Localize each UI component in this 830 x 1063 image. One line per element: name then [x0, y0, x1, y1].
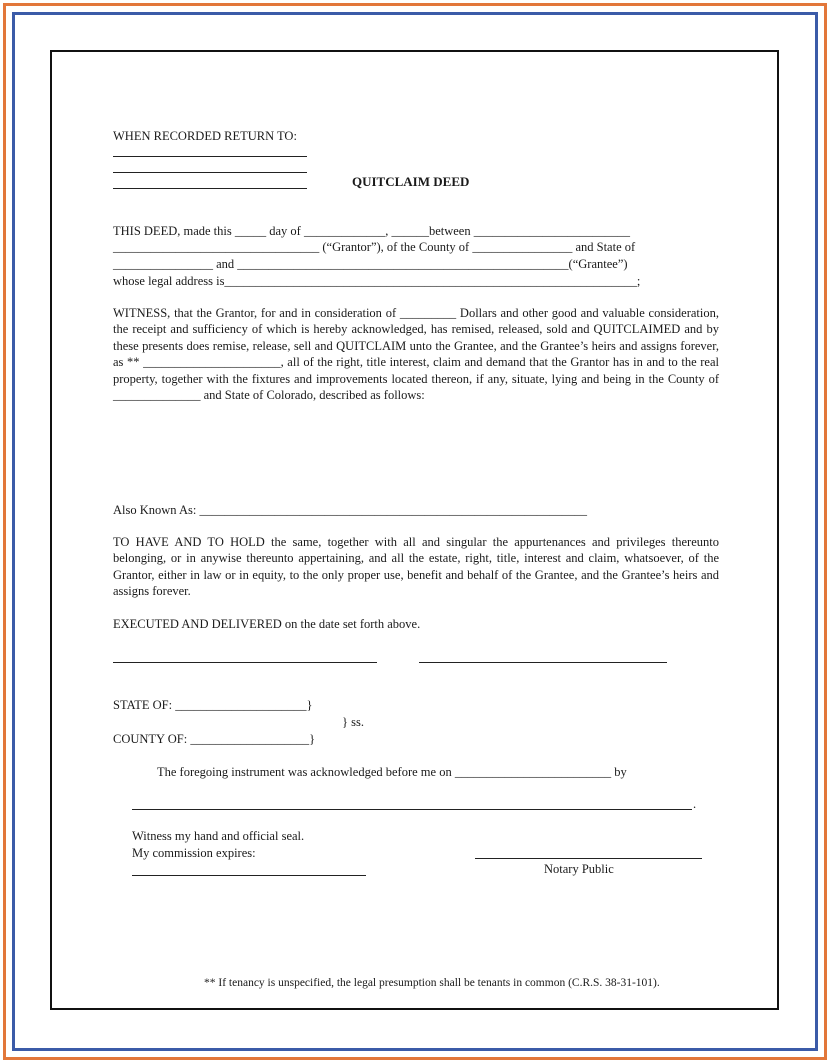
- return-to-line-2: [113, 172, 307, 173]
- executed-line: EXECUTED AND DELIVERED on the date set forth above.: [113, 617, 421, 631]
- state-line: STATE OF: _____________________}: [113, 698, 313, 712]
- tenancy-footnote: ** If tenancy is unspecified, the legal presumption shall be tenants in common (C.R.S. 38-31-101).: [204, 977, 660, 989]
- grantor-signature-line-1: [113, 662, 377, 663]
- return-to-line-3: [113, 188, 307, 189]
- deed-line-2: _________________________________ (“Grantor”), of the County of ________________ and State of: [113, 240, 636, 254]
- commission-expires-line: [132, 875, 366, 876]
- notary-signature-line: [475, 858, 702, 859]
- return-to-line-1: [113, 156, 307, 157]
- commission-expires-label: My commission expires:: [132, 846, 256, 860]
- deed-line-4: whose legal address is__________________________________________________________________;: [113, 274, 641, 288]
- witness-paragraph: WITNESS, that the Grantor, for and in consideration of _________ Dollars and other good and valuable consideration, the receipt and sufficiency of which is hereby acknowledged, has remised, released, sold and QUITCLAIMED and by these presents does remise, release, sell and QUITCLAIM unto the Grantee, and the Grantee’s heirs and assigns forever, as ** ______________________, all of the right, title interest, claim and demand that the Grantor has in and to the real property, together with the fixtures and improvements located thereon, if any, situate, lying and being in the County of ______________ and State of Colorado, described as follows:: [113, 306, 719, 403]
- deed-line-1: THIS DEED, made this _____ day of _____________, ______between _________________________: [113, 224, 630, 238]
- return-to-label: WHEN RECORDED RETURN TO:: [113, 129, 297, 143]
- county-line: COUNTY OF: ___________________}: [113, 732, 316, 746]
- grantor-signature-line-2: [419, 662, 667, 663]
- habendum-paragraph: TO HAVE AND TO HOLD the same, together with all and singular the appurtenances and privileges thereunto belonging, or in anywise thereunto appertaining, and all the estate, right, title, interest and claim, whatsoever, of the Grantor, either in law or in equity, to the only proper use, benefit and behalf of the Grantee, and the Grantee’s heirs and assigns forever.: [113, 535, 719, 599]
- deed-line-3: ________________ and _____________________________________________________(“Grantee”): [113, 257, 628, 271]
- acknowledged-line: The foregoing instrument was acknowledged before me on _________________________ by: [157, 765, 627, 779]
- witness-hand-seal: Witness my hand and official seal.: [132, 829, 305, 843]
- notary-public-label: Notary Public: [544, 862, 614, 876]
- document-title: QUITCLAIM DEED: [352, 174, 470, 189]
- acknowledged-line-period: .: [693, 797, 697, 811]
- also-known-as: Also Known As: ______________________________________________________________: [113, 503, 587, 517]
- acknowledged-by-line: [132, 809, 692, 810]
- deed-page: [50, 50, 779, 1010]
- ss-line: } ss.: [342, 715, 364, 729]
